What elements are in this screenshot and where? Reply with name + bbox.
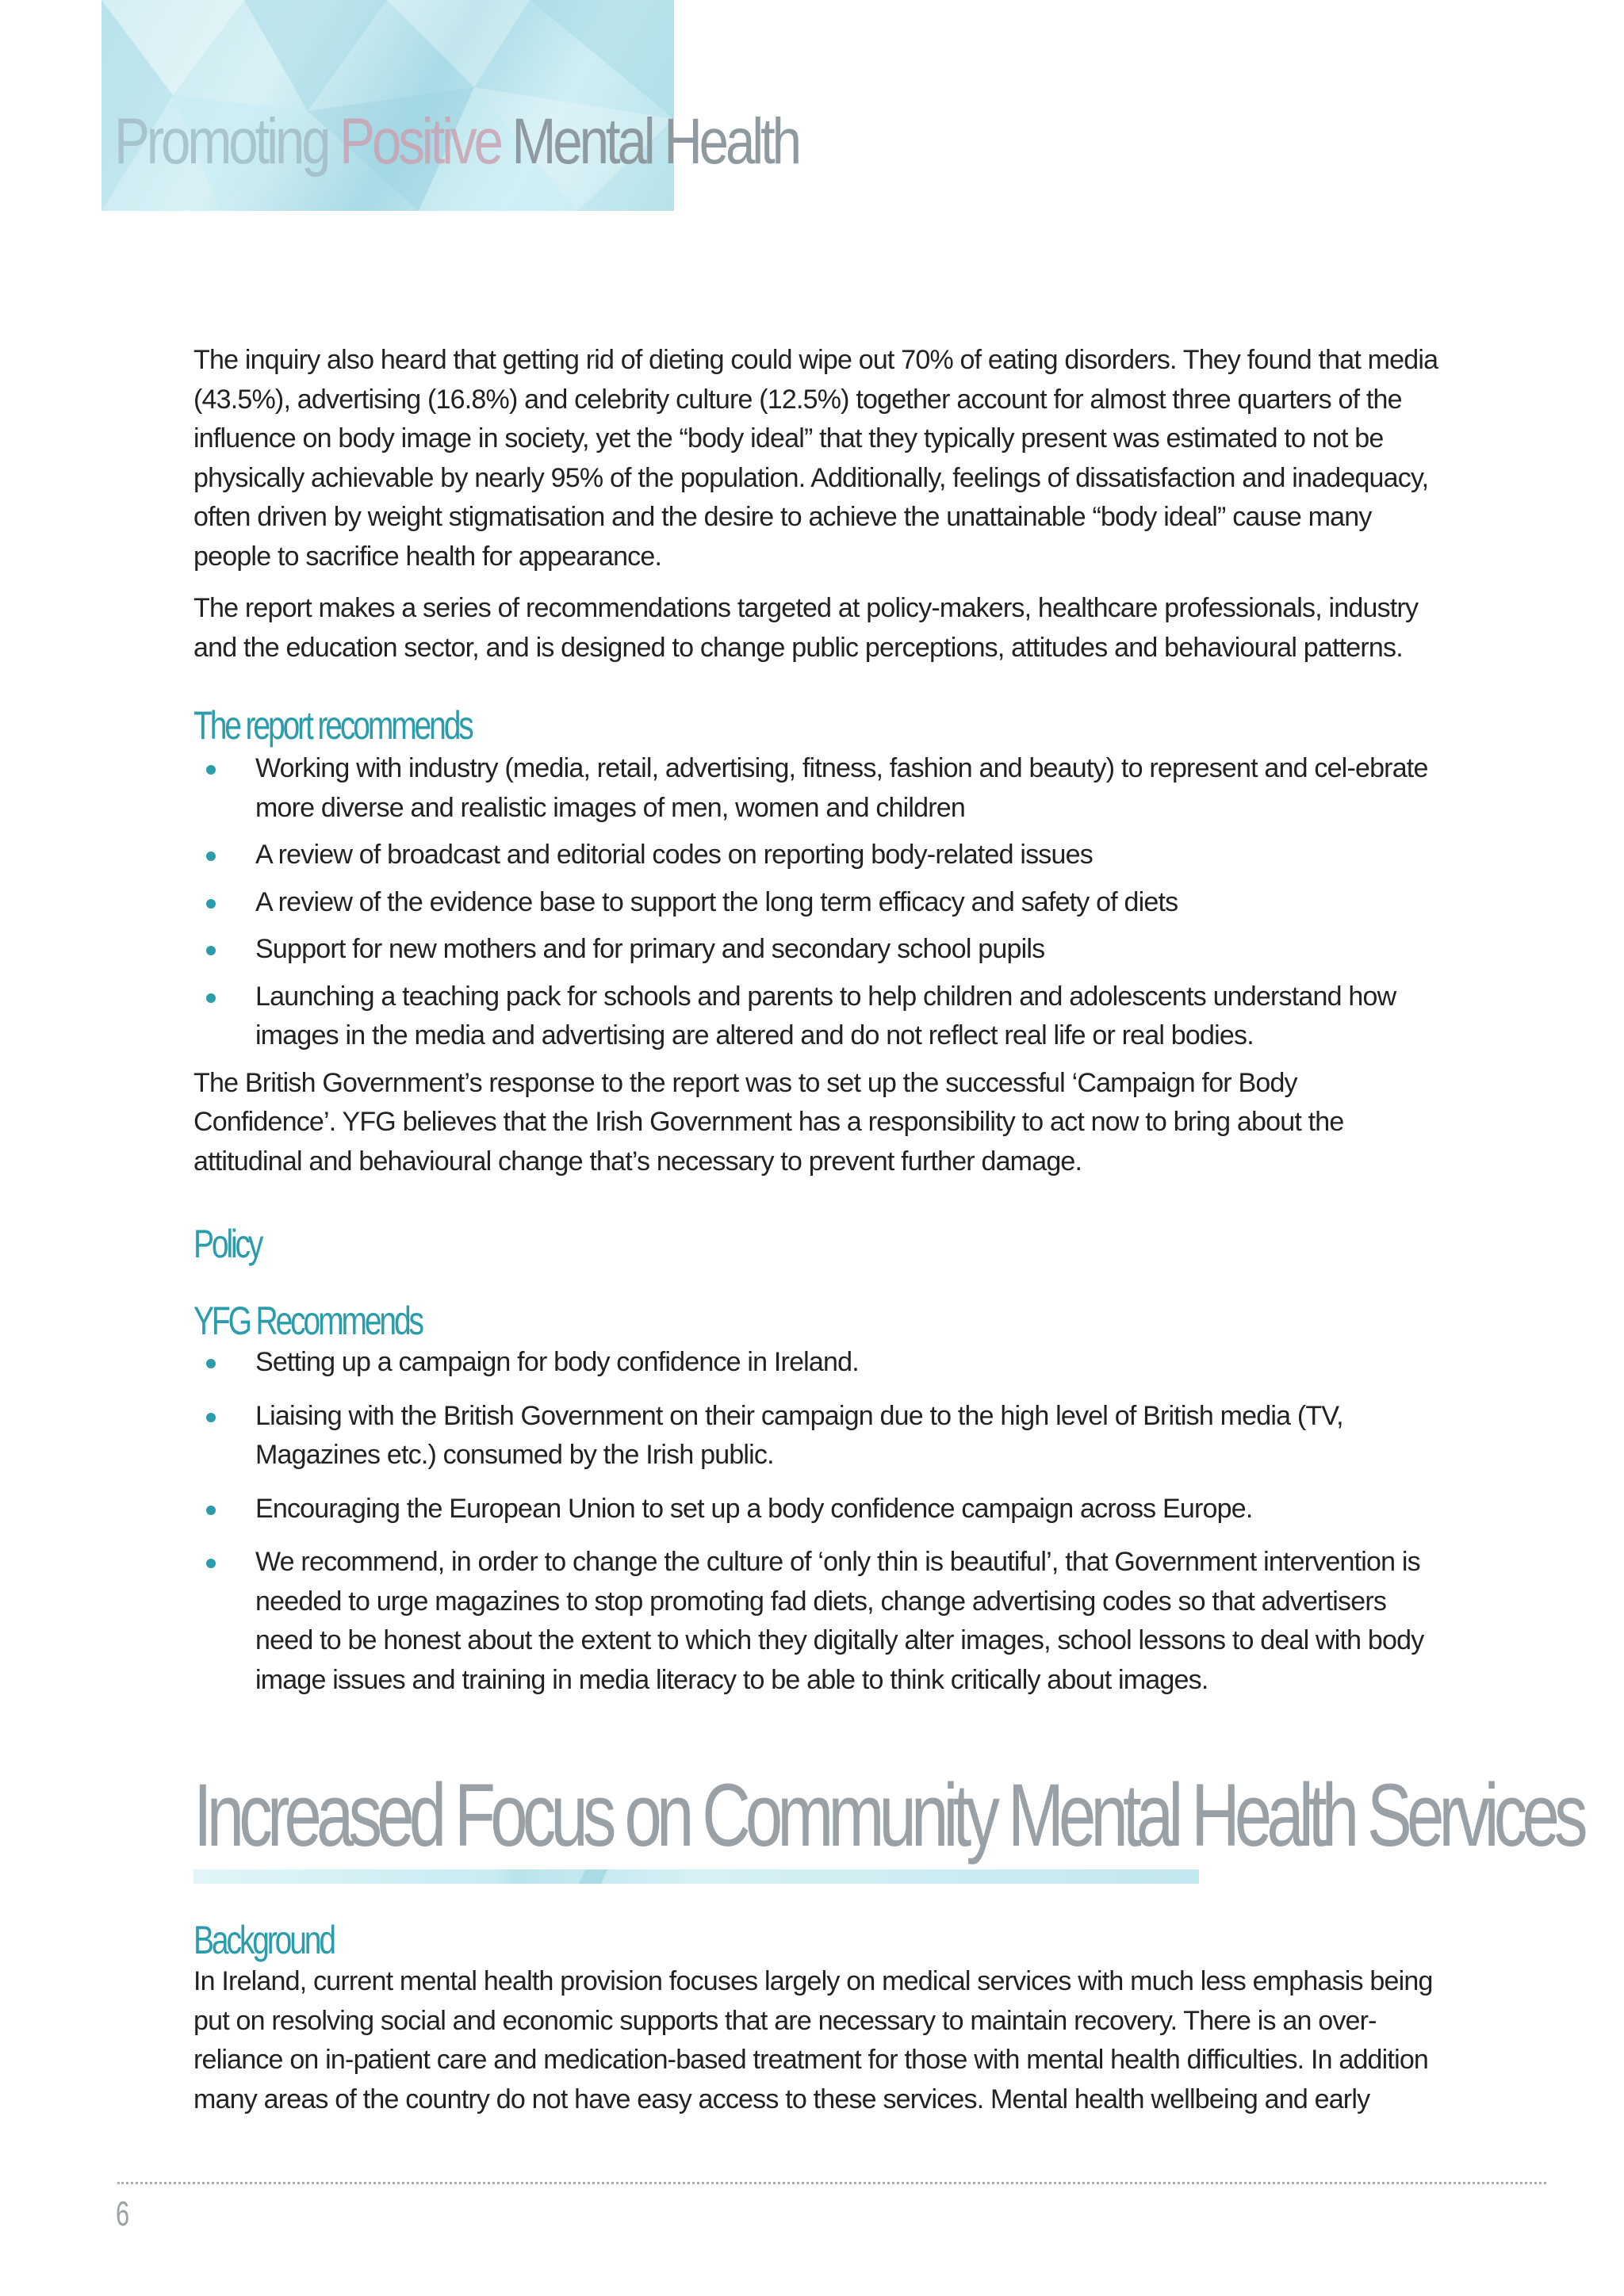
bullet-icon bbox=[206, 1359, 216, 1368]
bullet-icon bbox=[206, 1559, 216, 1568]
bullet-icon bbox=[206, 765, 216, 775]
bullet-icon bbox=[206, 1506, 216, 1515]
list-item: Working with industry (media, retail, advertising, fitness, fashion and beauty) to represent and cel-ebrate more diverse and realistic images of men, women and children bbox=[193, 749, 1442, 828]
section-divider bbox=[193, 1869, 1199, 1884]
page-number: 6 bbox=[116, 2195, 130, 2233]
title-mental-health: Mental Health bbox=[511, 105, 799, 178]
list-item: Setting up a campaign for body confidence in Ireland. bbox=[193, 1343, 1442, 1383]
list-item: A review of the evidence base to support the long term efficacy and safety of diets bbox=[193, 883, 1442, 923]
background-paragraph: In Ireland, current mental health provision focuses largely on medical services with much less emphasis being put on resolving social and economic supports that are necessary to maintain recovery. There is an over-reliance on in-patient care and medication-based treatment for those with mental health difficulties. In addition many areas of the country do not have easy access to these services. Mental health wellbeing and early bbox=[193, 1966, 1433, 2114]
section-title: Increased Focus on Community Mental Health Services bbox=[193, 1766, 1583, 1865]
title-word-positive: Positive bbox=[339, 105, 500, 178]
header-banner bbox=[102, 0, 799, 211]
policy-heading: Policy bbox=[193, 1222, 262, 1266]
intro-paragraph-1: The inquiry also heard that getting rid of dieting could wipe out 70% of eating disorders. They found that media (43.5%), advertising (16.8%) and celebrity culture (12.5%) together account for almost three quarters of the influence on body image in society, yet the “body ideal” that they typically present was estimated to not be physically achievable by nearly 95% of the population. Additionally, feelings of dissatisfaction and inadequacy, often driven by weight stigmatisation and the desire to achieve the unattainable “body ideal” cause many people to sacrifice health for appearance. bbox=[193, 345, 1438, 572]
bullet-icon bbox=[206, 1413, 216, 1422]
report-recommends-list bbox=[193, 749, 1442, 1056]
list-item: Support for new mothers and for primary and secondary school pupils bbox=[193, 930, 1442, 970]
intro-paragraph-2: The report makes a series of recommendations targeted at policy-makers, healthcare professionals, industry and the education sector, and is designed to change public perceptions, attitudes and behavioural patterns. bbox=[193, 593, 1419, 663]
list-item: Liaising with the British Government on their campaign due to the high level of British media (TV, Magazines etc.) consumed by the Irish public. bbox=[193, 1397, 1442, 1475]
list-item: A review of broadcast and editorial codes on reporting body-related issues bbox=[193, 836, 1442, 875]
title-word-promoting: Promoting bbox=[114, 105, 328, 178]
bullet-icon bbox=[206, 899, 216, 909]
bullet-icon bbox=[206, 946, 216, 955]
yfg-recommends-list bbox=[193, 1343, 1442, 1700]
list-item: Launching a teaching pack for schools and parents to help children and adolescents understand how images in the media and advertising are altered and do not reflect real life or real bodies. bbox=[193, 978, 1442, 1056]
list-item: We recommend, in order to change the culture of ‘only thin is beautiful’, that Government intervention is needed to urge magazines to stop promoting fad diets, change advertising codes so that advertisers need to be honest about the extent to which they digitally alter images, school lessons to deal with body image issues and training in media literacy to be able to think critically about images. bbox=[193, 1543, 1442, 1700]
background-heading: Background bbox=[193, 1918, 334, 1962]
main-content bbox=[193, 341, 1583, 2132]
document-title bbox=[114, 105, 799, 178]
report-closing-paragraph: The British Government’s response to the report was to set up the successful ‘Campaign for Body Confidence’. YFG believes that the Irish Government has a responsibility to act now to bring about the attitudinal and behavioural change that’s necessary to prevent further damage. bbox=[193, 1067, 1344, 1177]
report-recommends-heading: The report recommends bbox=[193, 703, 472, 748]
bullet-icon bbox=[206, 851, 216, 861]
bullet-icon bbox=[206, 993, 216, 1003]
list-item: Encouraging the European Union to set up a body confidence campaign across Europe. bbox=[193, 1490, 1442, 1529]
yfg-recommends-heading: YFG Recommends bbox=[193, 1299, 422, 1343]
footer-divider bbox=[117, 2182, 1546, 2184]
